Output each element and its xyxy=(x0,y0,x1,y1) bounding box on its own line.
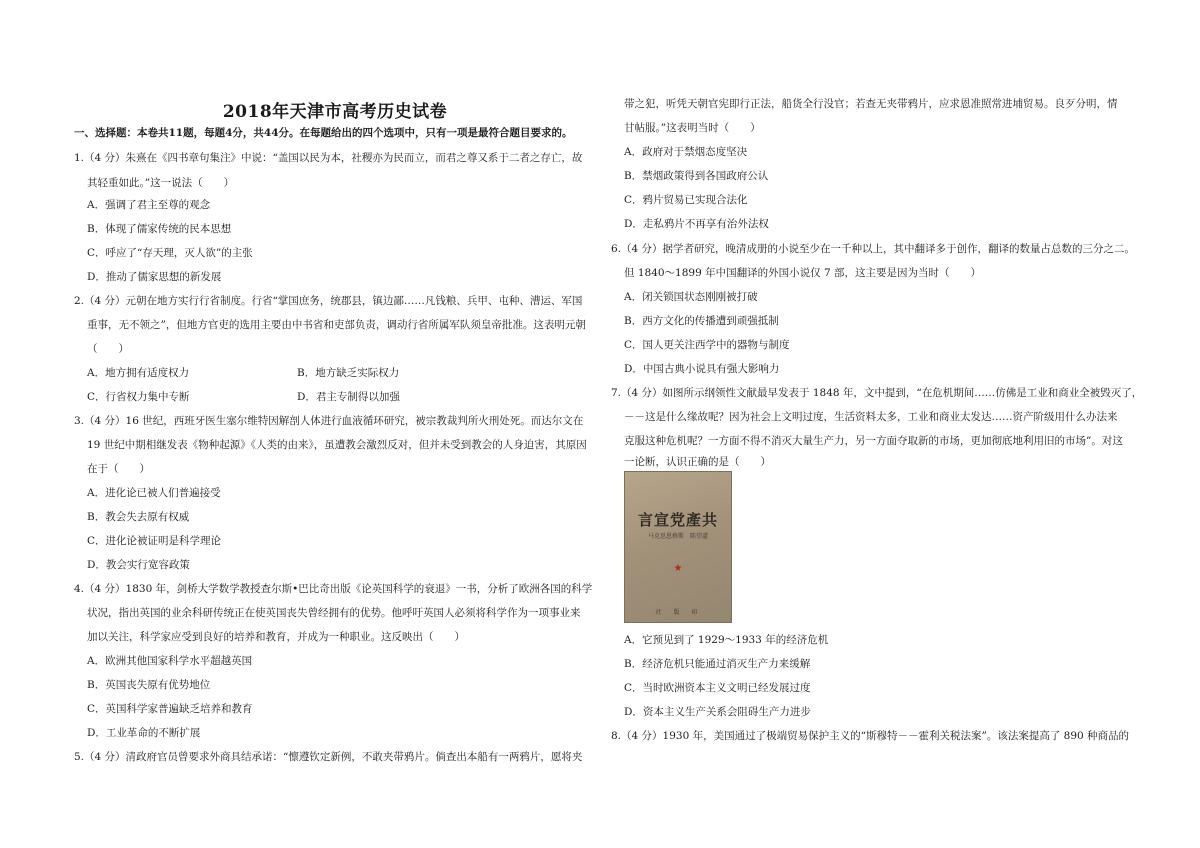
question-2-line-2: 重事，无不领之”，但地方官吏的选用主要由中书省和吏部负责，调动行省所属军队须皇帝批准。这表明元朝 xyxy=(87,319,586,331)
question-2-option-a[interactable]: A．地方拥有适度权力 xyxy=(87,367,190,379)
question-6-option-c[interactable]: C．国人更关注西学中的器物与制度 xyxy=(624,339,790,351)
question-5-option-d[interactable]: D．走私鸦片不再享有治外法权 xyxy=(624,218,769,230)
question-7-option-a[interactable]: A．它预见到了 1929～1933 年的经济危机 xyxy=(624,634,829,646)
communist-manifesto-book-cover-image xyxy=(624,471,732,623)
question-7-line-2: －－这是什么缘故呢？因为社会上文明过度，生活资料太多，工业和商业太发达……资产阶级用什么办法来 xyxy=(624,411,1118,423)
question-5-line-1: 5.（4 分）清政府官员曾要求外商具结承诺：“懔遵钦定新例，不敢夹带鸦片。倘查出本船有一两鸦片，愿将夹 xyxy=(74,751,583,763)
question-2-line-1: 2.（4 分）元朝在地方实行行省制度。行省“掌国庶务，统郡县，镇边鄙……凡钱粮、兵甲、屯种、漕运、军国 xyxy=(74,295,583,307)
question-6-option-a[interactable]: A．闭关锁国状态刚刚被打破 xyxy=(624,291,758,303)
question-3-option-b[interactable]: B．教会失去原有权威 xyxy=(87,511,190,523)
question-1-line-2: 其轻重如此。”这一说法（ ） xyxy=(87,177,235,189)
question-3-line-1: 3.（4 分）16 世纪，西班牙医生塞尔维特因解剖人体进行血液循环研究，被宗教裁判所火刑处死。而达尔文在 xyxy=(74,415,584,427)
question-4-option-d[interactable]: D．工业革命的不断扩展 xyxy=(87,727,201,739)
question-7-option-c[interactable]: C．当时欧洲资本主义文明已经发展过度 xyxy=(624,682,811,694)
question-5-line-2: 带之犯，听凭天朝官宪即行正法，船货全行没官；若查无夹带鸦片，应求恩准照常进埔贸易。良歹分明，情 xyxy=(624,98,1118,110)
question-7-line-4: 一论断，认识正确的是（ ） xyxy=(624,456,771,468)
question-4-line-1: 4.（4 分）1830 年，剑桥大学数学教授查尔斯•巴比奇出版《论英国科学的衰退》一书，分析了欧洲各国的科学 xyxy=(74,583,593,595)
question-2-option-b[interactable]: B．地方缺乏实际权力 xyxy=(297,367,400,379)
question-4-option-c[interactable]: C．英国科学家普遍缺乏培养和教育 xyxy=(87,703,253,715)
book-cover-footer: 社 版 印 xyxy=(655,609,701,616)
book-cover-title: 言宣党產共 xyxy=(637,511,718,529)
question-7-option-b[interactable]: B．经济危机只能通过消灭生产力来缓解 xyxy=(624,658,811,670)
question-1-option-c[interactable]: C．呼应了“存天理，灭人欲”的主张 xyxy=(87,247,253,259)
book-cover-subtitle: 马克思恩格斯 陈望道 xyxy=(647,533,708,540)
question-6-line-1: 6.（4 分）据学者研究，晚清成册的小说至少在一千种以上，其中翻译多于创作，翻译的数量占总数的三分之二。 xyxy=(611,243,1136,255)
question-3-line-3: 在于（ ） xyxy=(87,463,150,475)
question-3-line-2: 19 世纪中期相继发表《物种起源》《人类的由来》，虽遭教会激烈反对，但并未受到教会的人身迫害，其原因 xyxy=(87,439,587,451)
question-3-option-c[interactable]: C．进化论被证明是科学理论 xyxy=(87,535,222,547)
question-1-line-1: 1.（4 分）朱熹在《四书章句集注》中说：“盖国以民为本，社稷亦为民而立，而君之尊又系于二者之存亡，故 xyxy=(74,152,583,164)
question-7-line-1: 7.（4 分）如图所示纲领性文献最早发表于 1848 年，文中提到，“在危机期间……仿佛是工业和商业全被毁灭了， xyxy=(611,387,1143,399)
question-5-option-c[interactable]: C．鸦片贸易已实现合法化 xyxy=(624,194,748,206)
question-2-line-3: （ ） xyxy=(87,343,129,355)
question-3-option-a[interactable]: A．进化论已被人们普遍接受 xyxy=(87,487,221,499)
question-1-option-b[interactable]: B．体现了儒家传统的民本思想 xyxy=(87,223,232,235)
question-4-option-a[interactable]: A．欧洲其他国家科学水平超越英国 xyxy=(87,655,253,667)
question-2-option-d[interactable]: D．君主专制得以加强 xyxy=(297,391,400,403)
question-1-option-a[interactable]: A．强调了君主至尊的观念 xyxy=(87,199,211,211)
exam-title: 2018年天津市高考历史试卷 xyxy=(222,102,448,122)
question-6-option-b[interactable]: B．西方文化的传播遭到顽强抵制 xyxy=(624,315,779,327)
question-2-option-c[interactable]: C．行省权力集中专断 xyxy=(87,391,190,403)
question-5-option-b[interactable]: B．禁烟政策得到各国政府公认 xyxy=(624,170,769,182)
question-3-option-d[interactable]: D．教会实行宽容政策 xyxy=(87,559,190,571)
question-4-option-b[interactable]: B．英国丧失原有优势地位 xyxy=(87,679,211,691)
question-8-line-1: 8.（4 分）1930 年，美国通过了极端贸易保护主义的“斯穆特－－霍利关税法案”。该法案提高了 890 种商品的 xyxy=(611,730,1130,742)
question-7-option-d[interactable]: D．资本主义生产关系会阻碍生产力进步 xyxy=(624,706,811,718)
red-star-icon: ★ xyxy=(673,563,683,574)
question-4-line-3: 加以关注，科学家应受到良好的培养和教育，并成为一种职业。这反映出（ ） xyxy=(87,631,465,643)
question-4-line-2: 状况，指出英国的业余科研传统正在使英国丧失曾经拥有的优势。他呼吁英国人必须将科学作为一项事业来 xyxy=(87,607,581,619)
question-6-option-d[interactable]: D．中国古典小说具有强大影响力 xyxy=(624,363,780,375)
question-5-line-3: 甘帖服。”这表明当时（ ） xyxy=(624,122,761,134)
question-1-option-d[interactable]: D．推动了儒家思想的新发展 xyxy=(87,271,222,283)
question-7-line-3: 克服这种危机呢？一方面不得不消灭大量生产力，另一方面夺取新的市场，更加彻底地利用旧的市场”。对这 xyxy=(624,435,1123,447)
question-5-option-a[interactable]: A．政府对于禁烟态度坚决 xyxy=(624,146,748,158)
section-heading: 一、选择题：本卷共11题，每题4分，共44分。在每题给出的四个选项中，只有一项是最符合题目要求的。 xyxy=(74,127,573,139)
question-6-line-2: 但 1840～1899 年中国翻译的外国小说仅 7 部，这主要是因为当时（ ） xyxy=(624,267,981,279)
